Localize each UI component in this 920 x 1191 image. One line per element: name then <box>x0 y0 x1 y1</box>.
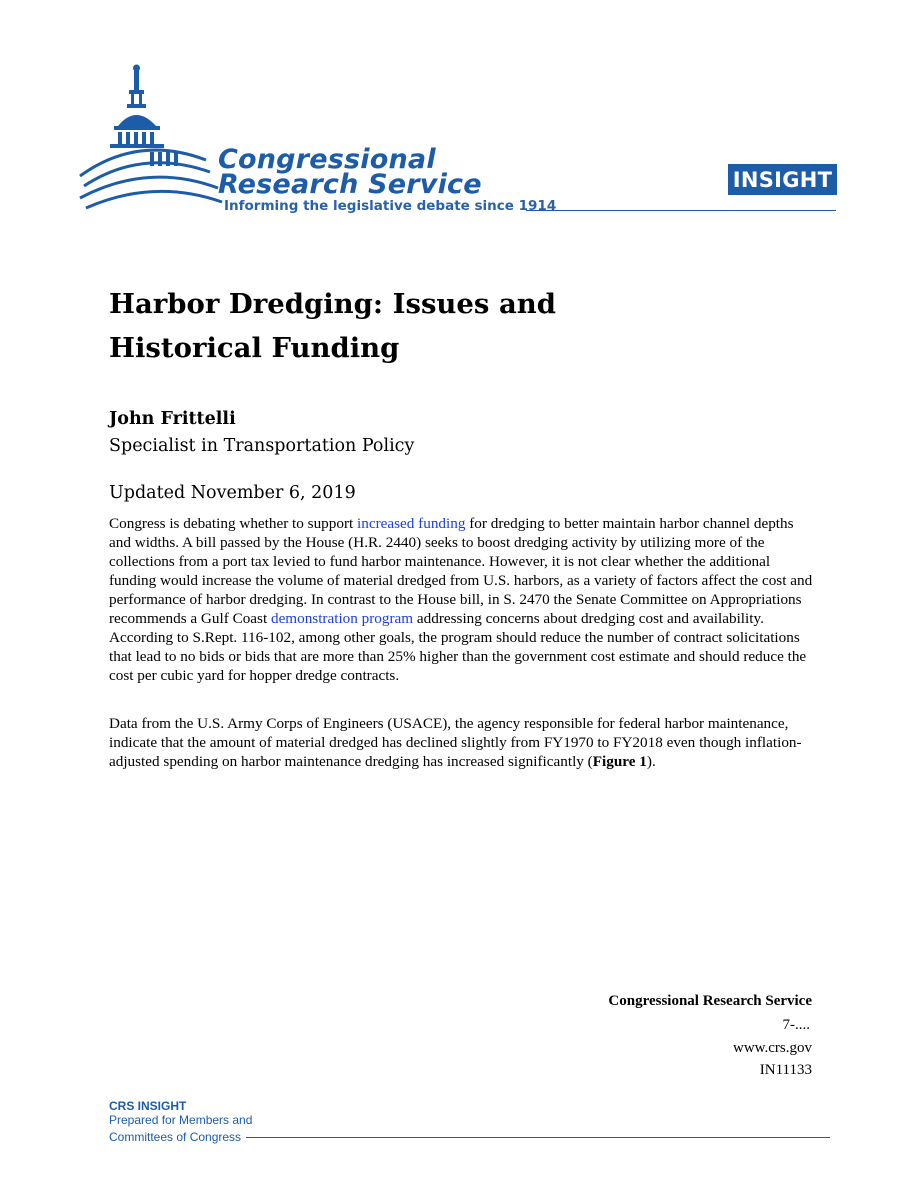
title-line2: Historical Funding <box>109 332 400 364</box>
author-role: Specialist in Transportation Policy <box>109 436 415 456</box>
figure-1-reference: Figure 1 <box>592 753 647 770</box>
document-code: 7-.... <box>782 1017 810 1033</box>
p1-text-a: Congress is debating whether to support <box>109 515 358 532</box>
crs-website[interactable]: www.crs.gov <box>732 1040 812 1056</box>
org-name-line1: Congressional <box>218 144 436 175</box>
org-tagline: Informing the legislative debate since 1914 <box>224 198 557 214</box>
header-divider <box>526 210 836 211</box>
p1-text-b: for dredging to better maintain harbor channel depths and widths. A bill passed by the House (H.R. 2440) seeks to boost dredging activity by utilizing more of the collections from a port tax levied to fund harbor maintenance. However, it is not clear whether the additional funding would increase the volume of material dredged from U.S. harbors, as a variety of factors affect the cost and performance of harbor dredging. In contrast to the House bill, in S. 2470 the Senate Committee on Appropriations recommends a Gulf Coast <box>109 515 813 627</box>
updated-date: Updated November 6, 2019 <box>109 483 356 503</box>
author-name: John Frittelli <box>109 409 236 429</box>
footer-line1: Prepared for Members and <box>109 1113 253 1127</box>
p2-text-a: Data from the U.S. Army Corps of Engineers (USACE), the agency responsible for federal harbor maintenance, indicate that the amount of material dredged has declined slightly from FY1970 to FY2018 even though inflation-adjusted spending on harbor maintenance dredging has increased significantly ( <box>109 715 802 770</box>
capitol-dome-logo-icon <box>78 64 223 216</box>
demonstration-program-link[interactable]: demonstration program <box>270 610 414 627</box>
body-paragraph-2 <box>109 714 815 771</box>
insight-badge: INSIGHT <box>728 164 837 195</box>
org-name-line2: Research Service <box>218 169 482 200</box>
footer-divider <box>246 1137 830 1138</box>
document-title <box>109 282 669 370</box>
increased-funding-link[interactable]: increased funding <box>357 515 466 532</box>
crs-org-label: Congressional Research Service <box>608 993 812 1009</box>
p2-text-b: ). <box>646 753 656 770</box>
document-id: IN11133 <box>759 1062 812 1078</box>
p1-text-c: addressing concerns about dredging cost and availability. According to S.Rept. 116-102, among other goals, the program should reduce the number of contract solicitations that lead to no bids or bids that are more than 25% higher than the government cost estimate and should reduce the cost per cubic yard for hopper dredge contracts. <box>109 610 807 684</box>
footer-line2: Committees of Congress <box>109 1130 242 1144</box>
footer-title: CRS INSIGHT <box>109 1099 187 1113</box>
body-paragraph-1 <box>109 514 815 685</box>
title-line1: Harbor Dredging: Issues and <box>109 288 557 320</box>
